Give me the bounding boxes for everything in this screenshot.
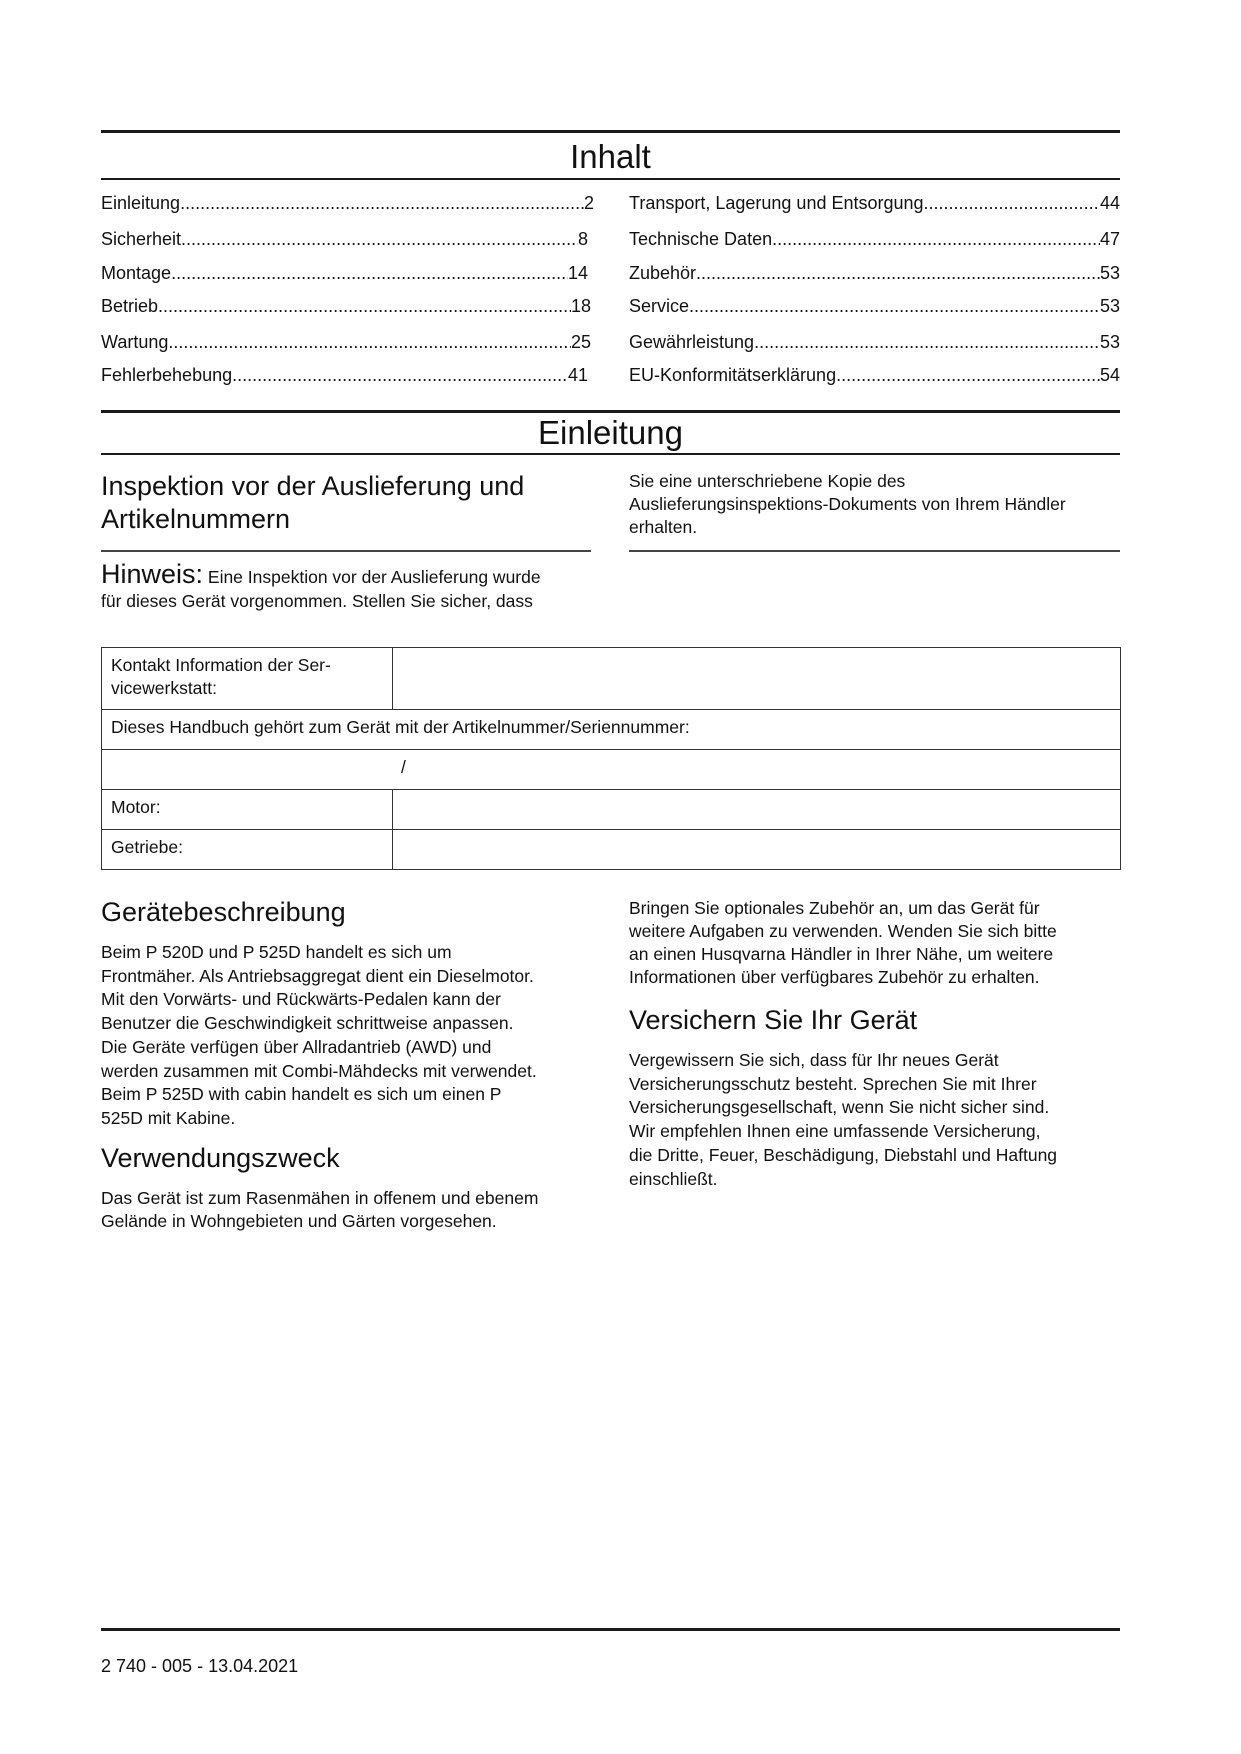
inspection-heading: Inspektion vor der Auslieferung und Artikelnummern bbox=[101, 471, 525, 534]
table-row-contact bbox=[102, 648, 1121, 710]
info-table bbox=[101, 647, 1121, 870]
footer-doc-number: 2 740 - 005 - 13.04.2021 bbox=[101, 1656, 299, 1676]
toc-entry-gewaehrleistung[interactable]: Gewährleistung ..... 53 bbox=[629, 331, 1120, 353]
footer-rule bbox=[101, 1628, 1120, 1631]
toc-top-rule bbox=[101, 130, 1120, 133]
note-text-line2: für dieses Gerät vorgenommen. Stellen Sie sicher, dass bbox=[101, 591, 533, 611]
toc-entry-sicherheit[interactable]: Sicherheit ..... 8 bbox=[101, 228, 588, 250]
intro-title: Einleitung bbox=[538, 414, 683, 451]
intro-top-rule bbox=[101, 410, 1120, 413]
toc-entry-service[interactable]: Service ..... 53 bbox=[629, 295, 1120, 317]
toc-entry-montage[interactable]: Montage ..... 14 bbox=[101, 262, 588, 284]
inspection-continued-text: Sie eine unterschriebene Kopie des Auslieferungsinspektions-Dokuments von Ihrem Händler erhalten. bbox=[629, 471, 1066, 537]
intro-bottom-rule bbox=[101, 453, 1120, 455]
toc-entry-technische-daten[interactable]: Technische Daten ..... 47 bbox=[629, 228, 1120, 250]
note-text-line1: Eine Inspektion vor der Auslieferung wurde bbox=[203, 567, 541, 587]
getriebe-label-cell: Getriebe: bbox=[102, 830, 393, 870]
toc-entry-transport[interactable]: Transport, Lagerung und Entsorgung ..... 44 bbox=[629, 192, 1120, 214]
description-text: Beim P 520D und P 525D handelt es sich um Frontmäher. Als Antriebsaggregat dient ein Dieselmotor. Mit den Vorwärts- und Rückwärts-Pedalen kann der Benutzer die Geschwindigkeit schrittweise anpassen. Die Geräte verfügen über Allradantrieb (AWD) und werden zusammen mit Combi-Mähdecks mit verwendet. Beim P 525D with cabin handelt es sich um einen P 525D mit Kabine. bbox=[101, 942, 537, 1128]
serial-separator: / bbox=[401, 757, 406, 777]
toc-entry-betrieb[interactable]: Betrieb ..... 18 bbox=[101, 295, 591, 317]
table-row-getriebe bbox=[102, 830, 1121, 870]
toc-bottom-rule bbox=[101, 178, 1120, 180]
continued-text-rule bbox=[629, 550, 1120, 552]
contact-value-cell[interactable] bbox=[393, 648, 1121, 710]
note-block bbox=[101, 559, 601, 613]
purpose-heading: Verwendungszweck bbox=[101, 1143, 340, 1173]
table-row-serial bbox=[102, 750, 1121, 790]
toc-entry-einleitung[interactable]: Einleitung ..... 2 bbox=[101, 192, 594, 214]
motor-value-cell[interactable] bbox=[393, 790, 1121, 830]
accessories-text: Bringen Sie optionales Zubehör an, um das Gerät für weitere Aufgaben zu verwenden. Wenden Sie sich bitte an einen Husqvarna Händler in Ihrer Nähe, um weitere Informationen über verfügbares Zubehör zu erhalten. bbox=[629, 898, 1057, 987]
motor-label-cell: Motor: bbox=[102, 790, 393, 830]
serial-number-cell[interactable] bbox=[102, 750, 1121, 790]
table-row-motor bbox=[102, 790, 1121, 830]
getriebe-value-cell[interactable] bbox=[393, 830, 1121, 870]
manual-belongs-cell: Dieses Handbuch gehört zum Gerät mit der Artikelnummer/Seriennummer: bbox=[102, 710, 1121, 750]
toc-entry-zubehoer[interactable]: Zubehör ..... 53 bbox=[629, 262, 1120, 284]
insurance-heading: Versichern Sie Ihr Gerät bbox=[629, 1005, 918, 1035]
note-label: Hinweis: bbox=[101, 559, 204, 589]
toc-entry-wartung[interactable]: Wartung ..... 25 bbox=[101, 331, 591, 353]
description-heading: Gerätebeschreibung bbox=[101, 897, 346, 927]
toc-entry-eu-konformitaet[interactable]: EU-Konformitätserklärung ..... 54 bbox=[629, 364, 1120, 386]
contact-label-cell: Kontakt Information der Ser- vicewerkstatt: bbox=[102, 648, 393, 710]
table-row-manual bbox=[102, 710, 1121, 750]
toc-entry-fehlerbehebung[interactable]: Fehlerbehebung ..... 41 bbox=[101, 364, 588, 386]
toc-title: Inhalt bbox=[570, 138, 651, 175]
inspection-heading-rule bbox=[101, 550, 591, 552]
purpose-text: Das Gerät ist zum Rasenmähen in offenem und ebenem Gelände in Wohngebieten und Gärten vorgesehen. bbox=[101, 1188, 539, 1231]
insurance-text: Vergewissern Sie sich, dass für Ihr neues Gerät Versicherungsschutz besteht. Sprechen Sie mit Ihrer Versicherungsgesellschaft, wenn Sie nicht sicher sind. Wir empfehlen Ihnen eine umfassende Versicherung, die Dritte, Feuer, Beschädigung, Diebstahl und Haftung einschließt. bbox=[629, 1050, 1058, 1189]
